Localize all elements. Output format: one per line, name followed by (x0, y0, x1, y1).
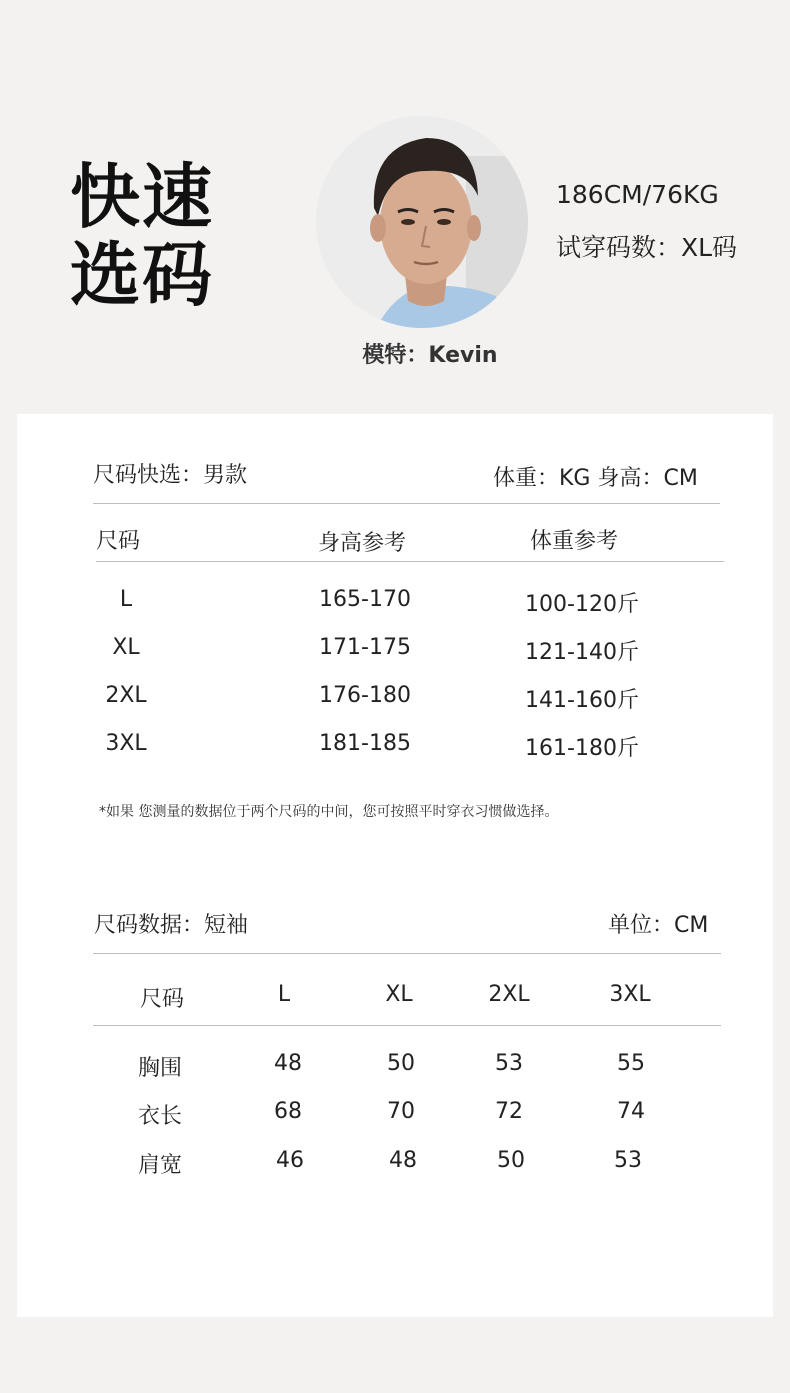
table-cell: 74 (617, 1099, 645, 1124)
table-cell: 肩宽 (137, 1153, 182, 1178)
divider (93, 503, 720, 504)
size-note: *如果 您测量的数据位于两个尺码的中间，您可按照平时穿衣习惯做选择。 (99, 804, 559, 820)
table-cell: 55 (617, 1051, 645, 1076)
size-data-title: 尺码数据：短袖 (94, 913, 249, 938)
table-cell: 胸围 (137, 1056, 182, 1081)
table-cell: 121-140斤 (525, 640, 639, 665)
divider (93, 1025, 721, 1026)
model-avatar (316, 116, 528, 328)
table-cell: 70 (387, 1099, 415, 1124)
page-title (70, 158, 214, 314)
table-cell: 176-180 (319, 683, 411, 708)
table-cell: 161-180斤 (525, 736, 639, 761)
divider (96, 561, 724, 562)
model-caption: 模特：Kevin (362, 343, 498, 368)
quick-select-title: 尺码快选：男款 (93, 463, 248, 488)
model-portrait-image (316, 116, 528, 328)
table-cell: L (119, 587, 133, 612)
table-cell: 3XL (105, 731, 147, 756)
quick-select-units: 体重：KG 身高：CM (493, 466, 698, 491)
table-cell: 48 (274, 1051, 302, 1076)
column-header-3xl: 3XL (609, 982, 651, 1007)
column-header-2xl: 2XL (488, 982, 530, 1007)
table-cell: 68 (274, 1099, 302, 1124)
table-cell: 141-160斤 (525, 688, 639, 713)
title-line-2: 选码 (70, 234, 214, 316)
table-cell: 165-170 (319, 587, 411, 612)
column-header-weight: 体重参考 (529, 529, 618, 554)
column-header-size: 尺码 (139, 987, 184, 1012)
table-cell: 衣长 (137, 1104, 182, 1129)
column-header-size: 尺码 (96, 529, 141, 554)
column-header-xl: XL (385, 982, 413, 1007)
model-stats: 186CM/76KG (556, 180, 719, 209)
column-header-height: 身高参考 (317, 531, 406, 556)
table-cell: 46 (276, 1148, 304, 1173)
column-header-l: L (277, 982, 291, 1007)
table-cell: 2XL (105, 683, 147, 708)
table-cell: 72 (495, 1099, 523, 1124)
table-cell: 48 (389, 1148, 417, 1173)
model-fit-size: 试穿码数：XL码 (556, 233, 738, 262)
table-cell: 50 (387, 1051, 415, 1076)
divider (93, 953, 721, 954)
size-data-unit: 单位：CM (608, 913, 709, 938)
table-cell: 181-185 (319, 731, 411, 756)
table-cell: 171-175 (319, 635, 411, 660)
table-cell: 53 (614, 1148, 642, 1173)
title-line-1: 快速 (70, 156, 214, 238)
table-cell: 50 (497, 1148, 525, 1173)
table-cell: 53 (495, 1051, 523, 1076)
table-cell: XL (112, 635, 140, 660)
table-cell: 100-120斤 (525, 592, 639, 617)
